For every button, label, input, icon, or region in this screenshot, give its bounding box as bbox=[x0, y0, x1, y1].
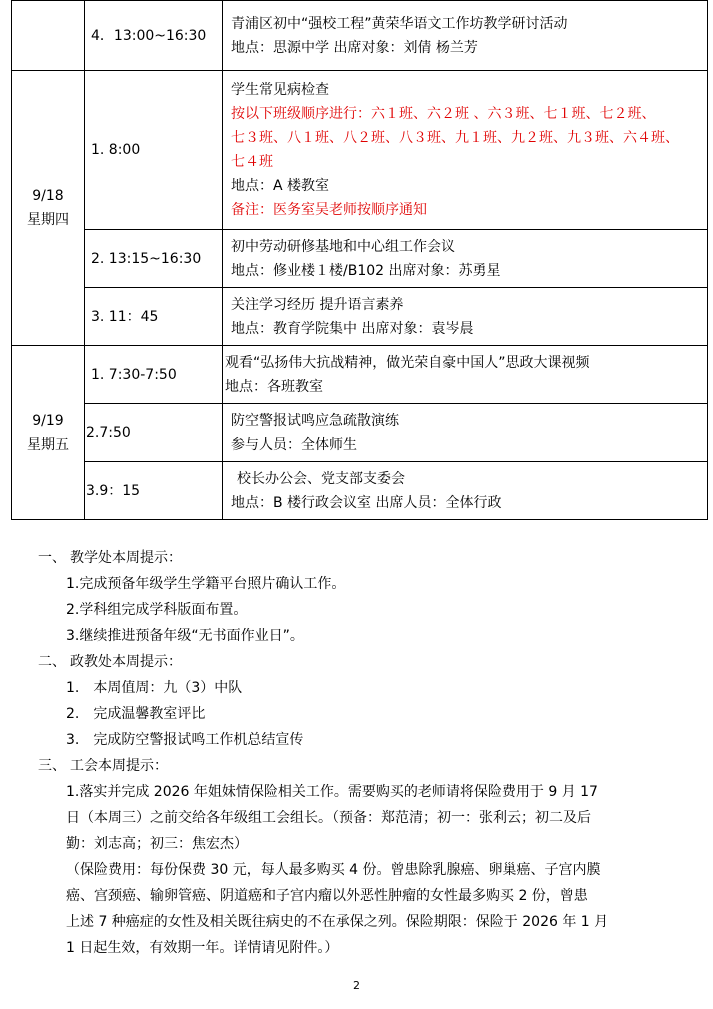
event-cell bbox=[223, 288, 708, 346]
paragraph bbox=[38, 779, 688, 857]
schedule-row bbox=[12, 288, 708, 346]
event-line: 参与人员：全体师生 bbox=[231, 436, 357, 453]
date-cell bbox=[12, 346, 85, 520]
schedule-row bbox=[12, 462, 708, 520]
paragraph bbox=[38, 857, 688, 961]
event-line: 学生常见病检查 bbox=[231, 82, 329, 98]
section-title: 教学处本周提示： bbox=[70, 550, 182, 566]
list-item: 1.完成预备年级学生学籍平台照片确认工作。 bbox=[66, 576, 346, 592]
section-number: 三、 bbox=[38, 758, 66, 774]
event-line: 地点：B 楼行政会议室 出席人员：全体行政 bbox=[231, 494, 502, 511]
section-number: 二、 bbox=[38, 654, 66, 670]
event-cell bbox=[223, 230, 708, 288]
paragraph-line: 1.落实并完成 2026 年姐妹情保险相关工作。需要购买的老师请将保险费用于 9 月 17 bbox=[66, 784, 598, 800]
list-item: 1. 本周值周：九（3）中队 bbox=[66, 680, 243, 696]
section-title: 工会本周提示： bbox=[70, 758, 168, 774]
event-line: 备注：医务室吴老师按顺序通知 bbox=[231, 202, 427, 218]
list-item: 3.继续推进预备年级“无书面作业日”。 bbox=[66, 628, 304, 644]
paragraph-line: （保险费用：每份保费 30 元，每人最多购买 4 份。曾患除乳腺癌、卵巢癌、子宫内膜 bbox=[66, 862, 601, 878]
date-cell bbox=[12, 71, 85, 346]
paragraph-line: 上述 7 种癌症的女性及相关既往病史的不在承保之列。保险期限：保险于 2026 年 1 月 bbox=[66, 914, 609, 930]
time-cell: 3. 11：45 bbox=[85, 288, 223, 346]
event-cell bbox=[223, 71, 708, 230]
schedule-row bbox=[12, 1, 708, 71]
event-cell bbox=[223, 462, 708, 520]
event-line: 七４班 bbox=[231, 154, 273, 170]
section-title: 政教处本周提示： bbox=[70, 654, 182, 670]
paragraph-line: 癌、宫颈癌、输卵管癌、阴道癌和子宫内瘤以外恶性肿瘤的女性最多购买 2 份，曾患 bbox=[66, 888, 588, 904]
schedule-row bbox=[12, 71, 708, 230]
event-line: 观看“弘扬伟大抗战精神，做光荣自豪中国人”思政大课视频 bbox=[225, 354, 590, 371]
section-heading bbox=[38, 545, 688, 571]
paragraph-line: 勤：刘志高；初三：焦宏杰） bbox=[66, 836, 248, 852]
date-label: 9/18 bbox=[32, 188, 64, 204]
time-cell: 2.7:50 bbox=[85, 404, 223, 462]
paragraph-line: 日（本周三）之前交给各年级组工会组长。（预备：郑范清；初一：张利云；初二及后 bbox=[66, 810, 591, 826]
time-cell: 1. 8:00 bbox=[85, 71, 223, 230]
schedule-table bbox=[11, 0, 708, 520]
weekday-label: 星期五 bbox=[27, 436, 69, 453]
weekly-notes bbox=[38, 545, 688, 961]
event-cell bbox=[223, 1, 708, 71]
section-heading bbox=[38, 649, 688, 675]
section-number: 一、 bbox=[38, 550, 66, 566]
event-line: 地点：各班教室 bbox=[225, 378, 323, 395]
time-cell: 4．13:00~16:30 bbox=[85, 1, 223, 71]
event-line: 地点：教育学院集中 出席对象：袁岑晨 bbox=[231, 320, 474, 337]
event-line: 校长办公会、党支部支委会 bbox=[237, 470, 405, 487]
schedule-row bbox=[12, 230, 708, 288]
event-line: 七３班、八１班、八２班、八３班、九１班、九２班、九３班、六４班、 bbox=[231, 130, 679, 146]
schedule-row bbox=[12, 404, 708, 462]
time-cell: 2. 13:15~16:30 bbox=[85, 230, 223, 288]
schedule-row bbox=[12, 346, 708, 404]
time-cell: 1. 7:30-7:50 bbox=[85, 346, 223, 404]
date-cell bbox=[12, 1, 85, 71]
list-item: 2.学科组完成学科版面布置。 bbox=[66, 602, 248, 618]
event-cell bbox=[223, 346, 708, 404]
event-line: 初中劳动研修基地和中心组工作会议 bbox=[231, 238, 455, 255]
event-line: 按以下班级顺序进行：六１班、六２班 、六３班、七１班、七２班、 bbox=[231, 106, 656, 122]
event-cell bbox=[223, 404, 708, 462]
event-line: 青浦区初中“强校工程”黄荣华语文工作坊教学研讨活动 bbox=[231, 15, 568, 32]
event-line: 关注学习经历 提升语言素养 bbox=[231, 296, 404, 313]
event-line: 地点：A 楼教室 bbox=[231, 178, 330, 194]
event-line: 地点：修业楼１楼/B102 出席对象：苏勇星 bbox=[231, 262, 501, 279]
page-number: 2 bbox=[353, 979, 360, 992]
section-heading bbox=[38, 753, 688, 779]
list-item: 2. 完成温馨教室评比 bbox=[66, 706, 206, 722]
date-label: 9/19 bbox=[32, 412, 64, 429]
event-line: 防空警报试鸣应急疏散演练 bbox=[231, 412, 399, 429]
paragraph-line: 1 日起生效，有效期一年。详情请见附件。） bbox=[66, 940, 339, 956]
event-line: 地点：思源中学 出席对象：刘倩 杨兰芳 bbox=[231, 39, 478, 56]
list-item: 3. 完成防空警报试鸣工作机总结宣传 bbox=[66, 732, 304, 748]
weekday-label: 星期四 bbox=[27, 212, 69, 228]
time-cell: 3.9：15 bbox=[85, 462, 223, 520]
